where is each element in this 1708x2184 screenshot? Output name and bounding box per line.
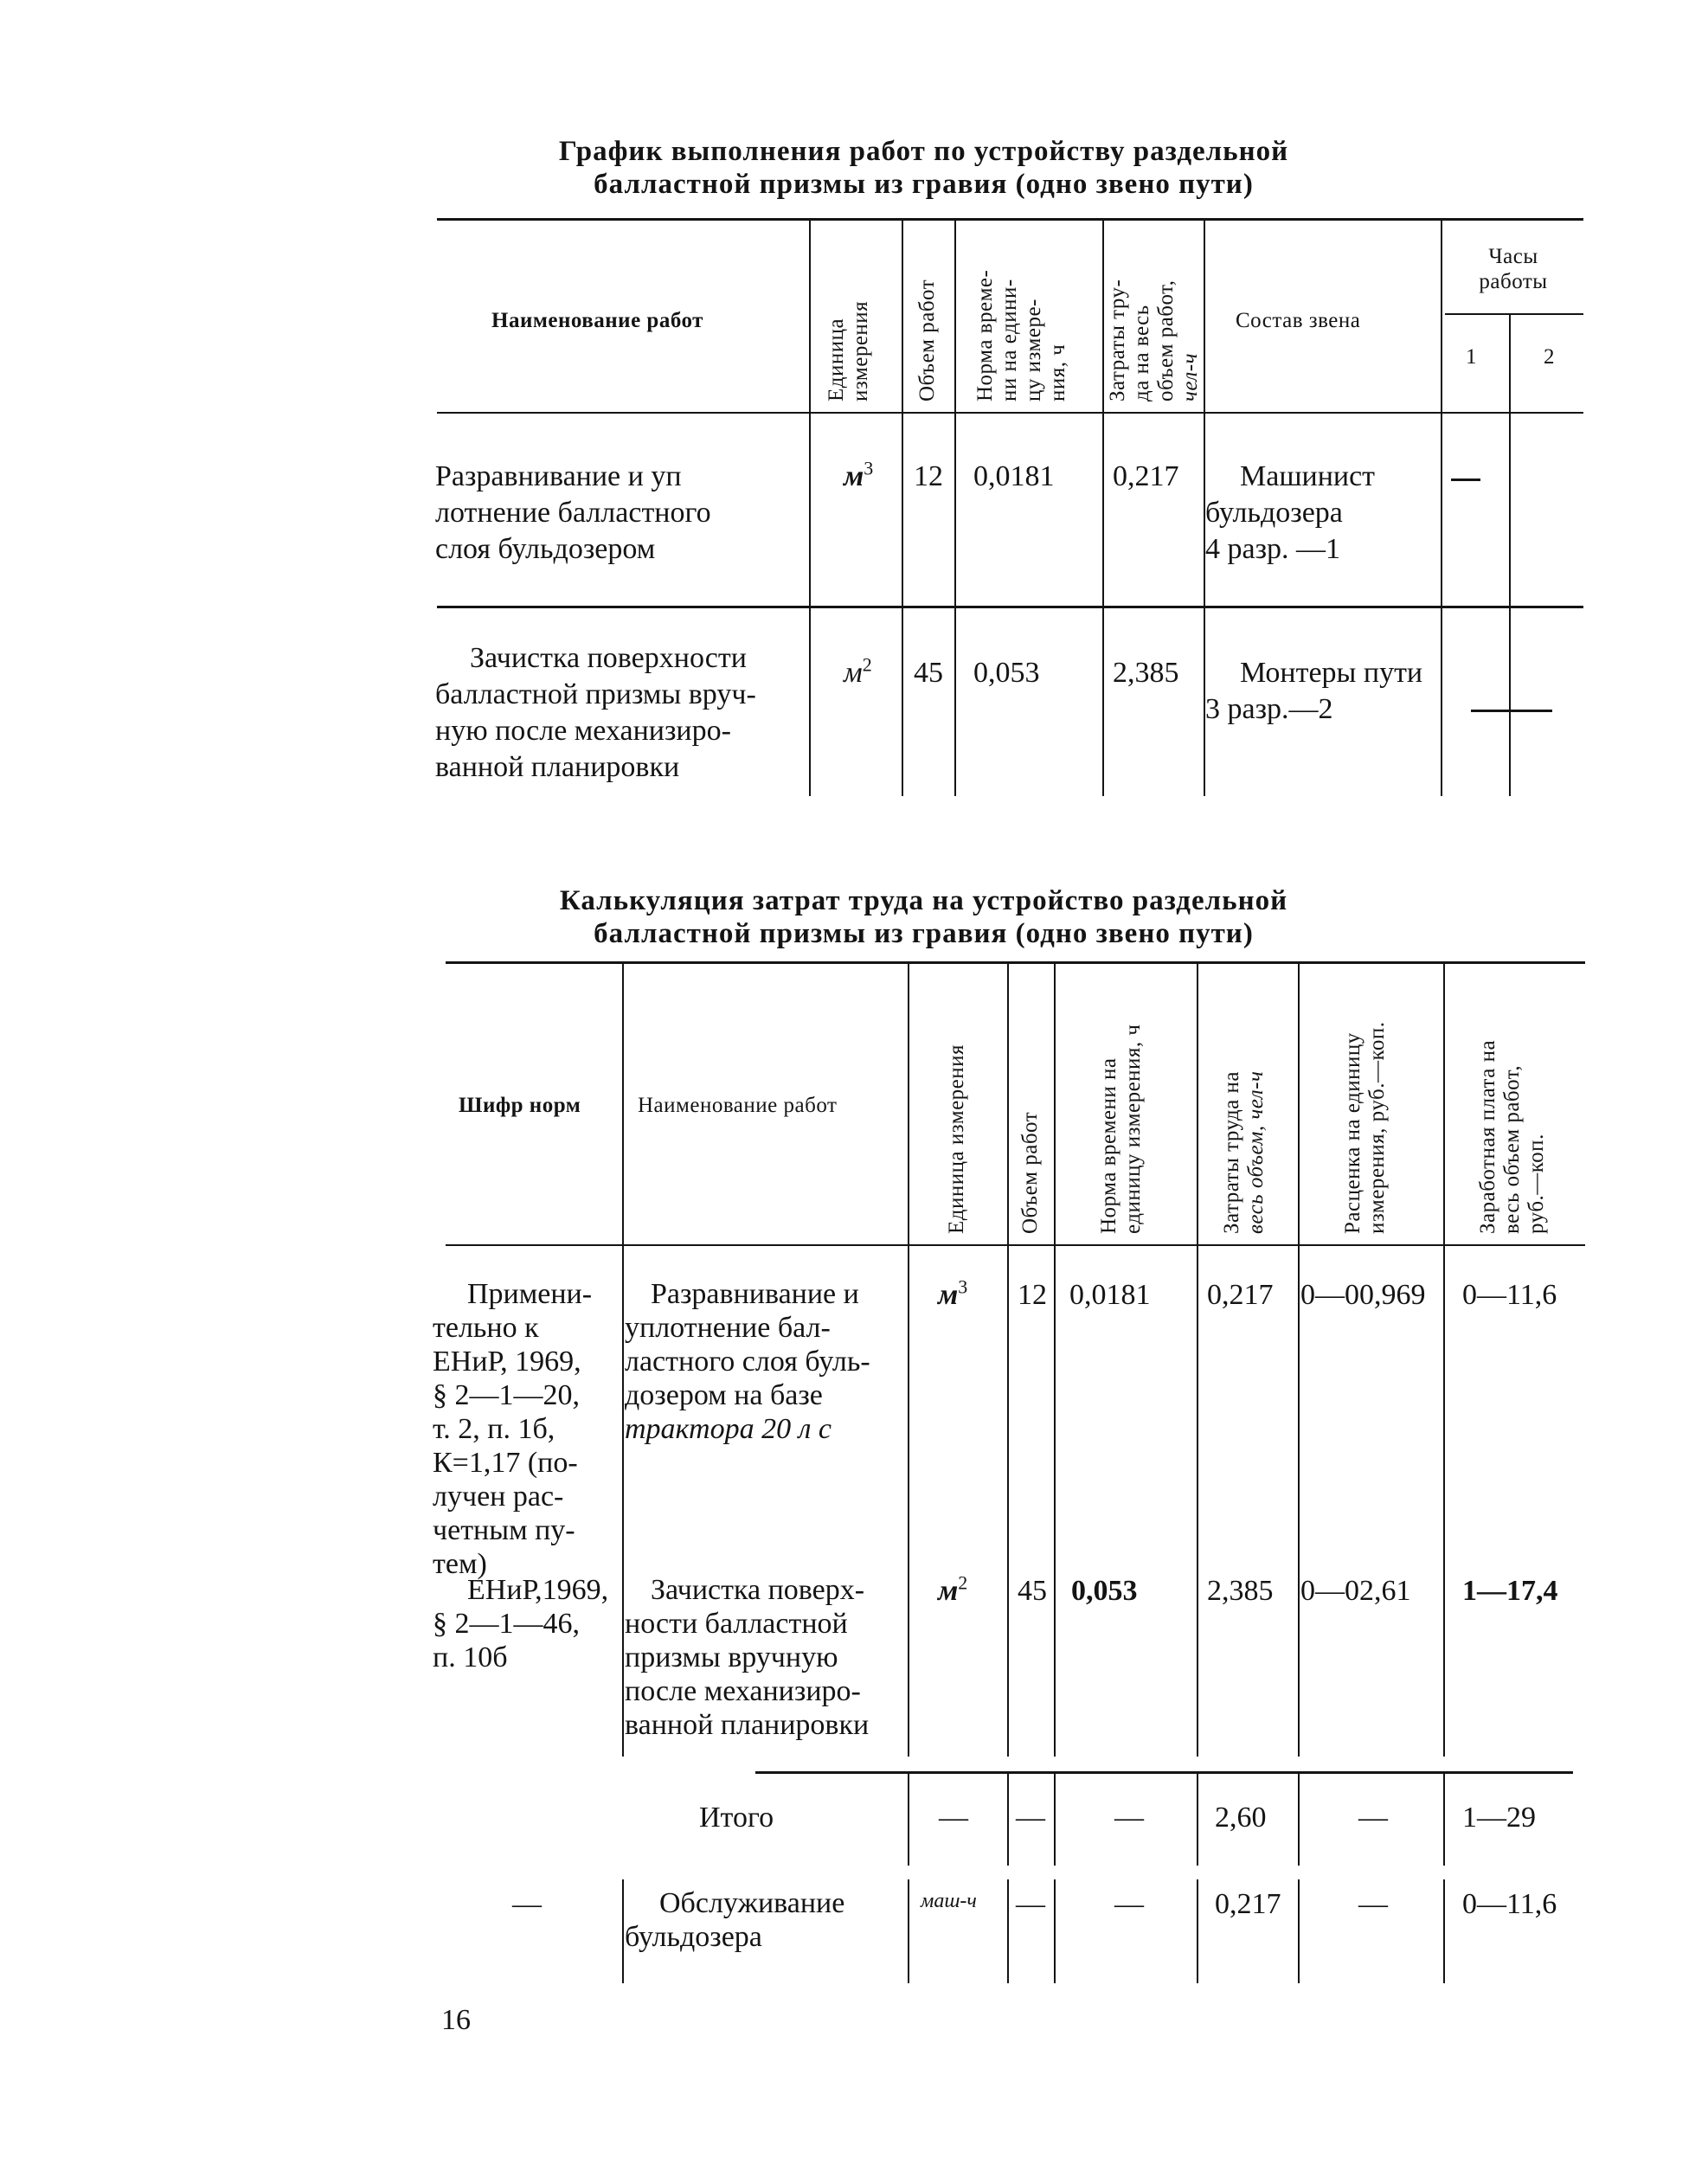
- table1-header-hours: [1443, 244, 1583, 294]
- table1-col-line: [1441, 221, 1442, 412]
- table1-header-hour1: [1466, 344, 1477, 369]
- table2-col-line: [1054, 1774, 1056, 1866]
- table2-col-line: [622, 964, 624, 1244]
- table1-header-volume-text: [915, 279, 940, 401]
- table2-header-labor-text: [1220, 1071, 1268, 1234]
- table1-col-line: [1102, 221, 1104, 412]
- table1-header-labor-text: [1106, 279, 1203, 401]
- table2-row1-code-l7: лучен рас-: [433, 1481, 564, 1513]
- table2-top-rule: [446, 961, 1585, 964]
- table2-header-rule: [446, 1244, 1585, 1246]
- table1-row2-volume: 45: [914, 657, 943, 689]
- table2-header-norm-text: [1097, 1025, 1146, 1235]
- table1-row2-unit-text: м: [844, 657, 863, 689]
- table2-row1-unit: [938, 1277, 967, 1314]
- table1-col-line: [809, 221, 811, 412]
- table1-title-line1: График выполнения работ по устройству раздельной: [558, 136, 1289, 167]
- table2-row1-labor: 0,217: [1207, 1279, 1274, 1311]
- table2-row2-volume: 45: [1018, 1575, 1047, 1607]
- table1-header-hours-l1: Часы: [1488, 245, 1538, 268]
- table2-total-volume: —: [1016, 1802, 1045, 1834]
- table2-row1-code-l8: четным пу-: [433, 1514, 575, 1546]
- table2-col-line: [908, 964, 909, 1244]
- table2-header-wage-text: [1476, 1040, 1549, 1234]
- table2-row2-name-l1: Зачистка поверх-: [651, 1574, 865, 1606]
- page-number: 16: [441, 2004, 471, 2036]
- table2-col-line: [1054, 1879, 1056, 1983]
- table1-row2-unit: [844, 655, 872, 691]
- table2-col-line: [1007, 964, 1009, 1244]
- table1-col-line: [902, 221, 903, 412]
- table1-header-labor-l3: объем работ,: [1154, 279, 1178, 401]
- table1-row1-name-l1: Разравнивание и уп: [435, 460, 682, 492]
- table2-row1-code-l6: К=1,17 (по-: [433, 1447, 578, 1479]
- table2-header-wage-l1: Заработная плата на: [1476, 1039, 1499, 1234]
- table2-row1-norm: 0,0181: [1069, 1279, 1151, 1311]
- table2-col-line: [908, 1879, 909, 1983]
- table2-header-unit-l1: Единица измерения: [945, 1044, 968, 1234]
- table2-col-line: [622, 1879, 624, 1983]
- table1-title-line2: балластной призмы из гравия (одно звено пути): [594, 169, 1254, 200]
- table2-col-line: [1298, 1774, 1300, 1866]
- table1-col-line: [1102, 414, 1104, 606]
- table2-service-name: [625, 1886, 905, 1954]
- table1-row2-name: [435, 640, 806, 786]
- table2-row1-unit-sup: 3: [958, 1275, 968, 1298]
- table2-total-rate: —: [1358, 1802, 1388, 1834]
- table1-header-norm-l4: ния, ч: [1046, 344, 1069, 401]
- table1-row2-crew-l2: 3 разр.—2: [1205, 693, 1333, 725]
- table1-row2-name-l3: ную после механизиро-: [435, 715, 731, 747]
- table2-total-label: Итого: [699, 1802, 774, 1834]
- table1-col-line: [1441, 608, 1442, 796]
- table2-row1-code-l9: тем): [433, 1548, 487, 1580]
- table2-row2-name: [625, 1573, 905, 1742]
- table1-header-labor-l1: Затраты тру-: [1106, 279, 1129, 401]
- table1-row1-unit-text: м: [844, 460, 864, 492]
- table2-row2-code-l3: п. 10б: [433, 1641, 508, 1673]
- table1-header-unit-l2: измерения: [849, 300, 872, 401]
- table1-col-line: [954, 221, 956, 412]
- table2-service-norm: —: [1114, 1888, 1144, 1920]
- table2-row2-labor: 2,385: [1207, 1575, 1274, 1607]
- table2-service-wage: 0—11,6: [1462, 1888, 1557, 1920]
- table2-total-unit: —: [939, 1802, 968, 1834]
- table1-col-line: [1102, 608, 1104, 796]
- table1-header-crew: [1236, 308, 1360, 333]
- table2-row2-code-l1: ЕНиР,1969,: [467, 1574, 609, 1606]
- table2-row1-volume: 12: [1018, 1279, 1047, 1311]
- table2-col-line: [1007, 1879, 1009, 1983]
- table1-title: [437, 135, 1410, 201]
- table2-row1-code-l2: тельно к: [433, 1312, 539, 1344]
- table2-total-norm: —: [1114, 1802, 1144, 1834]
- table2-col-line: [1443, 1774, 1445, 1866]
- table2-row1-unit-text: м: [938, 1279, 959, 1311]
- table2-row2-name-l2: ности балластной: [625, 1608, 848, 1640]
- table1-row1-labor: 0,217: [1113, 460, 1179, 492]
- table1-row1-crew-l2: бульдозера: [1205, 497, 1343, 529]
- table2-row2-norm: 0,053: [1071, 1575, 1138, 1607]
- table2-service-volume: —: [1016, 1888, 1045, 1920]
- table1-row1-norm: 0,0181: [973, 460, 1055, 492]
- table1-row2-norm: 0,053: [973, 657, 1040, 689]
- table2-col-line: [1443, 964, 1445, 1244]
- table2-service-name-l1: Обслуживание: [659, 1887, 845, 1919]
- table2-row2-unit: [938, 1573, 967, 1609]
- table1-header-unit-l1: Единица: [825, 318, 848, 401]
- table2-row2-unit-sup: 2: [958, 1571, 968, 1594]
- table2-row1-rate: 0—00,969: [1300, 1279, 1426, 1311]
- table2-col-line: [1298, 1879, 1300, 1983]
- table1-row1-hour-bar: [1451, 479, 1480, 481]
- table2-row2-unit-text: м: [938, 1575, 959, 1607]
- table2-col-line: [1197, 1879, 1198, 1983]
- table1-header-norm-l2: ни на едини-: [998, 279, 1021, 401]
- table1-header-rule: [437, 412, 1583, 414]
- table1-row1-name-l3: слоя бульдозером: [435, 533, 656, 565]
- table1-row1-volume: 12: [914, 460, 943, 492]
- table1-row1-crew: [1205, 459, 1439, 568]
- table1-header-norm-l1: Норма време-: [973, 269, 997, 401]
- table2-header-code: Шифр норм: [459, 1094, 581, 1117]
- table2-header-rate-text: [1341, 1022, 1390, 1235]
- table2-total-labor: 2,60: [1215, 1802, 1267, 1834]
- table2-header-norm-l1: Норма времени на: [1097, 1057, 1120, 1234]
- table2-header-wage-l2: весь объем работ,: [1500, 1064, 1524, 1234]
- table2-title: [437, 884, 1410, 950]
- table2-col-line: [1054, 1246, 1056, 1757]
- table1-row2-unit-sup: 2: [862, 653, 872, 676]
- table1-row2-crew: [1205, 655, 1439, 728]
- table1-header-labor-l2: да на весь: [1130, 305, 1153, 401]
- table2-row1-code-l4: § 2—1—20,: [433, 1379, 580, 1411]
- table2-col-line: [1443, 1879, 1445, 1983]
- table2-col-line: [1007, 1246, 1009, 1757]
- table1-col-line: [954, 608, 956, 796]
- table2-col-line: [1007, 1774, 1009, 1866]
- table1-header-crew-text: Состав звена: [1236, 309, 1361, 332]
- table1-header-norm-text: [973, 270, 1070, 401]
- table2-row1-code-l5: т. 2, п. 1б,: [433, 1413, 555, 1445]
- table2-service-code: —: [512, 1888, 542, 1920]
- table2-header-volume-text: [1018, 1112, 1043, 1234]
- table2-header-rate-l1: Расценка на единицу: [1341, 1032, 1364, 1234]
- table2-row2-name-l3: призмы вручную: [625, 1641, 838, 1673]
- table1-col-line: [809, 608, 811, 796]
- table1-hours-rule: [1445, 313, 1583, 315]
- table2-service-name-l2: бульдозера: [625, 1921, 762, 1953]
- table2-row2-name-l5: ванной планировки: [625, 1709, 870, 1741]
- table2-header-unit-text: [945, 1044, 969, 1234]
- table2-row1-name-l2: уплотнение бал-: [625, 1312, 831, 1344]
- table1-col-line: [902, 608, 903, 796]
- table1-col-line: [1509, 608, 1511, 796]
- table2-row2-name-l4: после механизиро-: [625, 1675, 861, 1707]
- table2-row1-code: [433, 1277, 621, 1581]
- table2-col-line: [908, 1246, 909, 1757]
- table1-row1-unit-sup: 3: [864, 457, 874, 479]
- table1-row2-crew-l1: Монтеры пути: [1240, 657, 1423, 689]
- table1-row-rule: [437, 606, 1583, 608]
- table2-col-line: [1443, 1246, 1445, 1757]
- table1-row2-labor: 2,385: [1113, 657, 1179, 689]
- table2-service-labor: 0,217: [1215, 1888, 1281, 1920]
- table2-row1-name-l4: дозером на базе: [625, 1379, 823, 1411]
- table1-row1-crew-l1: Машинист: [1240, 460, 1376, 492]
- table1-header-volume-l1: Объем работ: [915, 279, 939, 401]
- table2-row2-rate: 0—02,61: [1300, 1575, 1411, 1607]
- table1-row1-name-l2: лотнение балластного: [435, 497, 711, 529]
- table2-row1-name-l3: ластного слоя буль-: [625, 1346, 870, 1378]
- table2-row2-wage: 1—17,4: [1462, 1575, 1558, 1607]
- table2-row2-code: [433, 1573, 621, 1674]
- table1-col-line: [809, 414, 811, 606]
- table1-row2-name-l4: ванной планировки: [435, 751, 680, 783]
- table1-col-line: [902, 414, 903, 606]
- table1-col-line: [1509, 315, 1511, 412]
- table1-header-hour1-text: 1: [1466, 345, 1477, 369]
- table2-row1-code-l3: ЕНиР, 1969,: [433, 1346, 581, 1378]
- table1-col-line: [954, 414, 956, 606]
- table1-row1-unit: [844, 459, 873, 495]
- table1-header-hours-l2: работы: [1479, 270, 1548, 293]
- table2-title-line1: Калькуляция затрат труда на устройство раздельной: [559, 885, 1288, 916]
- table2-row1-name: [625, 1277, 905, 1446]
- table2-col-line: [1197, 964, 1198, 1244]
- table2-row1-wage: 0—11,6: [1462, 1279, 1557, 1311]
- table2-header-name: Наименование работ: [638, 1094, 838, 1117]
- table2-col-line: [1298, 964, 1300, 1244]
- table1-row2-name-l2: балластной призмы вруч-: [435, 678, 756, 710]
- table1-header-norm-l3: цу измере-: [1022, 299, 1045, 401]
- table1-col-line: [1204, 221, 1205, 412]
- table2-col-line: [1298, 1246, 1300, 1757]
- table2-row1-code-l1: Примени-: [467, 1278, 593, 1310]
- table2-total-wage: 1—29: [1462, 1802, 1536, 1834]
- table1-header-unit-text: [825, 301, 873, 401]
- table2-header-wage-l3: руб.—коп.: [1525, 1134, 1548, 1234]
- table1-header-name-text: Наименование работ: [491, 309, 703, 332]
- table2-row2-code-l2: § 2—1—46,: [433, 1608, 580, 1640]
- table1-col-line: [1509, 414, 1511, 606]
- table1-header-labor-l4: чел-ч: [1178, 352, 1202, 401]
- table2-col-line: [622, 1246, 624, 1757]
- table2-header-norm-l2: единицу измерения, ч: [1121, 1024, 1145, 1234]
- table2-row1-name-l5: трактора 20 л с: [625, 1413, 832, 1445]
- table2-col-line: [908, 1774, 909, 1866]
- table1-top-rule: [437, 218, 1583, 221]
- table1-header-hour2-text: 2: [1544, 345, 1555, 369]
- table1-row1-crew-l3: 4 разр. —1: [1205, 533, 1341, 565]
- table2-title-line2: балластной призмы из гравия (одно звено пути): [594, 918, 1254, 949]
- table2-total-rule: [755, 1771, 1573, 1774]
- table2-header-volume-l1: Объем работ: [1018, 1111, 1042, 1234]
- table2-col-line: [1197, 1774, 1198, 1866]
- table2-header-labor-l1: Затраты труда на: [1220, 1071, 1243, 1234]
- table2-row1-name-l1: Разравнивание и: [651, 1278, 859, 1310]
- table1-col-line: [1441, 414, 1442, 606]
- table2-service-rate: —: [1358, 1888, 1388, 1920]
- table2-col-line: [1054, 964, 1056, 1244]
- table1-row1-name: [435, 459, 806, 568]
- table1-row2-name-l1: Зачистка поверхности: [470, 642, 747, 674]
- table1-header-hour2: [1544, 344, 1555, 369]
- table2-service-unit: маш-ч: [921, 1890, 977, 1912]
- table1-header-name: [491, 308, 803, 333]
- table2-header-labor-l2: весь объем, чел-ч: [1244, 1070, 1268, 1234]
- table1-row2-hour-bar: [1471, 710, 1552, 712]
- table2-header-rate-l2: измерения, руб.—коп.: [1365, 1021, 1389, 1234]
- table2-col-line: [1197, 1246, 1198, 1757]
